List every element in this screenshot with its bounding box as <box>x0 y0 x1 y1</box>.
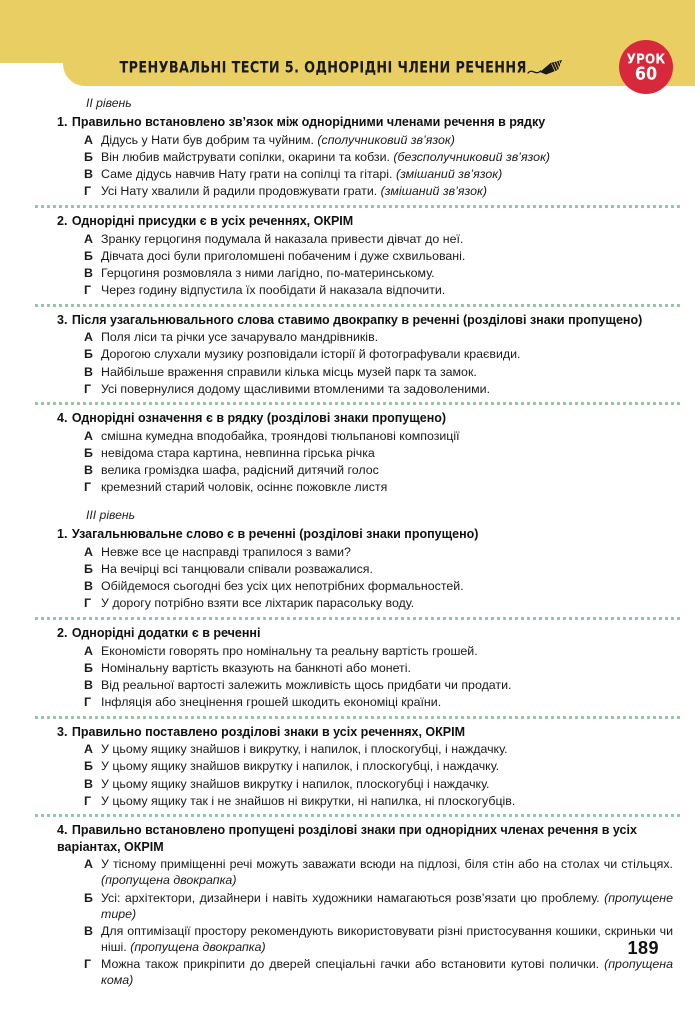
option-text <box>101 677 679 693</box>
option-text <box>101 166 679 182</box>
option-letter: Б <box>84 446 93 461</box>
option-sentence: Можна також прикріпити до дверей спеціальні гачки або встановити кутові полички. <box>101 957 605 971</box>
option-letter: А <box>84 429 93 443</box>
answer-option[interactable] <box>0 595 695 612</box>
option-sentence: Усі: архітектори, дизайнери і навіть художники намагаються розв’язати цю проблему. <box>101 890 605 905</box>
question-number: 2. <box>57 213 68 228</box>
option-sentence: Поля ліси та річки усе зачарувало мандрівників. <box>101 330 379 345</box>
option-letter: Б <box>84 347 93 362</box>
page-content <box>0 96 695 989</box>
option-sentence: Усі повернулися додому щасливими втомленими та задоволеними. <box>101 381 491 396</box>
option-text <box>101 428 679 444</box>
option-text <box>101 741 679 757</box>
option-letter: Г <box>84 381 92 396</box>
question-block <box>0 212 695 299</box>
option-sentence: У цьому ящику так і не знайшов ні викрутки, ні напилка, ні плоскогубців. <box>101 793 516 808</box>
option-sentence: Від реальної вартості залежить можливість щось придбати чи продати. <box>101 677 512 692</box>
answer-option[interactable] <box>0 329 695 346</box>
option-letter: Б <box>84 248 93 263</box>
option-sentence: невідома стара картина, невпинна гірська річка <box>101 446 375 461</box>
option-letter: Б <box>84 759 93 774</box>
option-sentence: Обійдемося сьогодні без усіх цих непотрібних формальностей. <box>101 579 464 593</box>
option-sentence: Він любив майструвати сопілки, окарини та кобзи. <box>101 149 394 164</box>
option-letter: В <box>84 579 93 593</box>
option-sentence: смішна кумедна вподобайка, трояндові тюльпанові композиції <box>101 429 460 443</box>
lesson-badge-label: УРОК <box>626 50 666 67</box>
level-heading: II рівень <box>86 96 132 110</box>
option-note: (безсполучниковий зв’язок) <box>393 149 551 164</box>
question-stem-text: Однорідні додатки є в реченні <box>71 625 261 640</box>
question-stem <box>0 212 695 230</box>
option-sentence: Зранку герцогиня подумала й наказала привести дівчат до неї. <box>101 231 464 246</box>
option-letter: В <box>84 364 93 379</box>
question-block <box>0 624 695 711</box>
level-heading: III рівень <box>86 508 136 522</box>
option-sentence: У дорогу потрібно взяти все ліхтарик парасольку воду. <box>101 596 415 611</box>
question-stem <box>0 723 695 741</box>
option-letter: Г <box>84 480 92 495</box>
answer-option[interactable] <box>0 380 695 397</box>
answer-option[interactable] <box>0 363 695 380</box>
option-sentence: Невже все це насправді трапилося з вами? <box>101 544 351 559</box>
option-text <box>101 282 679 298</box>
option-letter: Г <box>84 694 92 709</box>
answer-option[interactable] <box>0 792 695 809</box>
option-letter: В <box>84 167 93 181</box>
option-letter: А <box>84 544 93 559</box>
option-text <box>101 132 679 148</box>
option-sentence: Найбільше враження справили кілька місць музей парк та замок. <box>101 364 477 379</box>
question-stem-text: Після узагальнювального слова ставимо двокрапку в реченні (розділові знаки пропущено) <box>71 312 643 327</box>
option-letter: Г <box>84 793 92 808</box>
option-text <box>101 694 679 710</box>
question-number: 1. <box>57 115 68 129</box>
question-block <box>0 821 695 989</box>
question-divider <box>35 814 680 817</box>
option-sentence: У цьому ящику знайшов викрутку і напилок, плоскогубці і наждачку. <box>101 776 490 791</box>
question-block <box>0 525 695 612</box>
answer-option[interactable] <box>0 428 695 445</box>
question-stem <box>0 624 695 642</box>
option-letter: В <box>84 463 93 478</box>
option-letter: Г <box>84 282 92 297</box>
answer-option[interactable] <box>0 642 695 659</box>
question-stem <box>0 525 695 543</box>
option-note: (змішаний зв’язок) <box>380 184 487 199</box>
question-stem <box>0 409 695 427</box>
question-number: 3. <box>57 724 68 739</box>
answer-option[interactable] <box>0 131 695 148</box>
answer-option[interactable] <box>0 281 695 298</box>
question-divider <box>35 716 680 719</box>
option-letter: Б <box>84 149 93 164</box>
option-sentence: Саме дідусь навчив Нату грати на сопілці та гітарі. <box>101 167 396 181</box>
option-text <box>101 329 679 345</box>
answer-option[interactable] <box>0 693 695 710</box>
question-stem-text: Правильно поставлено розділові знаки в усіх реченнях, ОКРІМ <box>71 724 465 739</box>
answer-option[interactable] <box>0 247 695 264</box>
option-letter: В <box>84 776 93 791</box>
question-divider <box>35 617 680 620</box>
question-number: 4. <box>57 823 68 838</box>
answer-option[interactable] <box>0 462 695 479</box>
option-sentence: Економісти говорять про номінальну та реальну вартість грошей. <box>101 643 478 658</box>
option-text <box>101 479 679 495</box>
page-number: 189 <box>627 938 659 958</box>
option-text <box>101 445 679 461</box>
question-number: 4. <box>57 411 68 426</box>
option-letter: А <box>84 643 93 658</box>
option-letter: В <box>84 923 93 938</box>
question-block <box>0 113 695 200</box>
option-text <box>101 660 679 676</box>
option-text <box>101 231 679 247</box>
question-block <box>0 311 695 398</box>
answer-option[interactable] <box>0 346 695 363</box>
question-number: 2. <box>57 625 68 640</box>
page-header <box>0 0 695 96</box>
option-sentence: Дівчата досі були приголомшені побаченим і дуже схвильовані. <box>101 248 466 263</box>
option-letter: А <box>84 742 93 757</box>
question-divider <box>35 304 680 307</box>
question-stem-text: Однорідні присудки є в усіх реченнях, ОКРІМ <box>71 213 354 228</box>
lesson-badge-number: 60 <box>634 62 658 84</box>
option-text <box>101 544 679 560</box>
option-sentence: Через годину відпустила їх пообідати й наказала відпочити. <box>101 282 446 297</box>
answer-option[interactable] <box>0 479 695 496</box>
answer-option[interactable] <box>0 578 695 595</box>
option-text <box>101 462 679 478</box>
answer-option[interactable] <box>0 659 695 676</box>
question-stem-text: Узагальнювальне слово є в реченні (розділові знаки пропущено) <box>71 527 479 541</box>
option-sentence: Герцогиня розмовляла з ними лагідно, по-материнському. <box>101 265 435 280</box>
option-text <box>101 381 679 397</box>
question-number: 1. <box>57 527 68 541</box>
question-block <box>0 409 695 496</box>
answer-option[interactable] <box>0 148 695 165</box>
option-sentence: У цьому ящику знайшов і викрутку, і напилок, і плоскогубці, і наждачку. <box>101 742 508 757</box>
option-note: (сполучниковий зв’язок) <box>317 132 455 147</box>
answer-option[interactable] <box>0 676 695 693</box>
option-letter: Г <box>84 596 92 611</box>
page-title: ТРЕНУВАЛЬНІ ТЕСТИ 5. ОДНОРІДНІ ЧЛЕНИ РЕЧЕННЯ <box>119 58 527 78</box>
header-band <box>0 0 695 67</box>
option-sentence: Номінальну вартість вказують на банкноті або монеті. <box>101 660 411 675</box>
question-stem <box>0 113 695 131</box>
option-letter: Г <box>84 957 92 971</box>
option-letter: В <box>84 265 93 280</box>
question-divider <box>35 205 680 208</box>
option-letter: В <box>84 677 93 692</box>
lesson-badge <box>619 40 673 94</box>
option-sentence: Дорогою слухали музику розповідали історії й фотографували краєвиди. <box>101 347 521 362</box>
option-text <box>101 793 679 809</box>
option-note: (змішаний зв’язок) <box>395 167 503 181</box>
option-sentence: У цьому ящику знайшов викрутку і напилок, і плоскогубці, і наждачку. <box>101 759 500 774</box>
option-letter: Б <box>84 561 93 576</box>
option-text <box>101 248 679 264</box>
option-sentence: Для оптимізації простору рекомендують використовувати різні пристосування кошики, скриньки чи ніші. <box>101 923 673 954</box>
answer-option[interactable] <box>0 445 695 462</box>
option-letter: А <box>84 330 93 345</box>
option-sentence: Дідусь у Нати був добрим та чуйним. <box>101 132 318 147</box>
answer-option[interactable] <box>0 166 695 183</box>
question-stem <box>0 311 695 329</box>
option-text <box>101 183 679 199</box>
answer-option[interactable] <box>0 741 695 758</box>
option-text <box>101 923 673 955</box>
option-text <box>101 776 679 792</box>
option-text <box>101 643 679 659</box>
answer-option[interactable] <box>0 889 695 922</box>
option-sentence: У тісному приміщенні речі можуть заважати всюди на підлозі, біля стін або на столах чи стільцях. <box>101 857 673 872</box>
answer-option[interactable] <box>0 230 695 247</box>
option-text <box>101 856 673 888</box>
option-sentence: На вечірці всі танцювали співали розважалися. <box>101 561 373 576</box>
answer-option[interactable] <box>0 560 695 577</box>
option-letter: Б <box>84 890 93 905</box>
option-letter: А <box>84 231 93 246</box>
option-note: (пропущена двокрапка) <box>130 939 266 954</box>
option-sentence: велика громіздка шафа, радісний дитячий голос <box>101 463 379 478</box>
question-stem-text: Однорідні означення є в рядку (розділові знаки пропущено) <box>71 411 447 426</box>
question-divider <box>35 402 680 405</box>
option-sentence: Усі Нату хвалили й радили продовжувати грати. <box>101 184 381 199</box>
pencil-icon <box>527 58 565 78</box>
option-text <box>101 265 679 281</box>
option-text <box>101 595 679 611</box>
answer-option[interactable] <box>0 856 695 889</box>
option-text <box>101 149 679 165</box>
answer-option[interactable] <box>0 183 695 200</box>
option-sentence: Інфляція або знецінення грошей шкодить економіці країни. <box>101 694 442 709</box>
question-block <box>0 723 695 810</box>
option-text <box>101 364 679 380</box>
question-stem <box>0 821 695 856</box>
option-note: (пропущена двокрапка) <box>101 873 237 888</box>
answer-option[interactable] <box>0 922 695 955</box>
option-letter: А <box>84 132 93 147</box>
option-letter: Б <box>84 660 93 675</box>
option-text <box>101 956 673 988</box>
option-letter: Г <box>84 184 92 199</box>
option-text <box>101 561 679 577</box>
answer-option[interactable] <box>0 264 695 281</box>
answer-option[interactable] <box>0 775 695 792</box>
answer-option[interactable] <box>0 758 695 775</box>
question-stem-text: Правильно встановлено пропущені розділові знаки при однорідних членах речення в усіх варіантах, ОКРІМ <box>57 823 637 854</box>
question-number: 3. <box>57 312 68 327</box>
answer-option[interactable] <box>0 543 695 560</box>
option-sentence: кремезний старий чоловік, осіннє пожовкле листя <box>101 480 388 495</box>
option-text <box>101 578 679 594</box>
option-text <box>101 890 673 922</box>
option-text <box>101 758 679 774</box>
option-text <box>101 346 679 362</box>
answer-option[interactable] <box>0 956 695 989</box>
option-note: (пропущена кома) <box>101 957 673 988</box>
question-stem-text: Правильно встановлено зв’язок між однорідними членами речення в рядку <box>71 115 546 129</box>
option-note: (пропущене тире) <box>101 890 673 921</box>
option-letter: А <box>84 857 93 872</box>
